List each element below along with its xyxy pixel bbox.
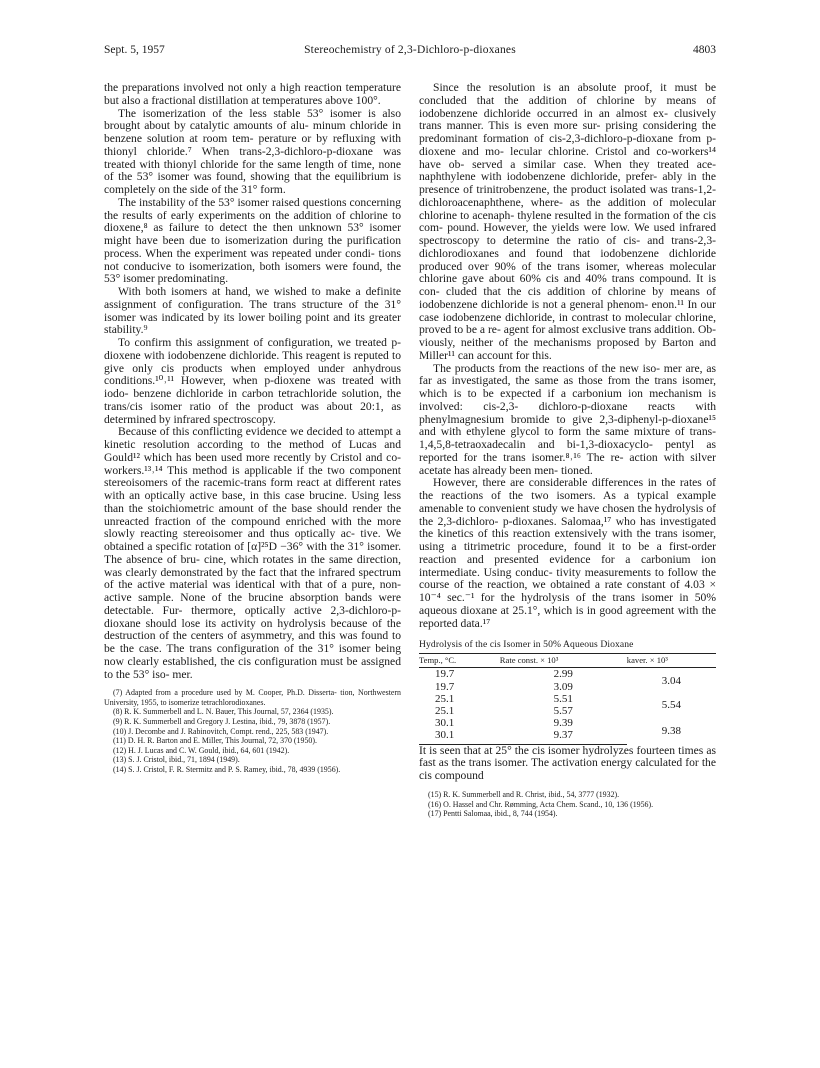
footnote: (15) R. K. Summerbell and R. Christ, ibid., 54, 3777 (1932).	[428, 789, 620, 799]
footnote: (16) O. Hassel and Chr. Rømming, Acta Chem. Scand., 10, 136 (1956).	[428, 799, 654, 809]
paragraph: The instability of the 53° isomer raised questions concerning the results of early experiments on the addition of chlorine to dioxene,⁸ as failure to detect the then unknown 53° isomer might have been due to isomerization during the purification process. When the experiment was repeated under condi- tions not conducive to isomerization, both isomers were found, the 53° isomer predominating.	[104, 195, 401, 286]
table-row	[419, 668, 716, 681]
rate-cell: 9.39	[553, 717, 573, 730]
paragraph: Since the resolution is an absolute proof, it must be concluded that the addition of chlorine by means of iodobenzene dichloride occurred in an almost ex- clusively trans manner. This is even more sur- prising considering the predominant formation of cis-2,3-dichloro-p-dioxane from p-dioxene and mo- lecular chlorine. Cristol and co-workers¹⁴ have ob- served a similar case. When they treated ace- naphthylene with iodobenzene dichloride, prefer- ably in the presence of trinitrobenzene, the product isolated was trans-1,2-dichloroacenaphthene, where- as the addition of molecular chlorine to acenaph- thylene resulted in the formation of the cis com- pound. However, the yields were low. We used infrared spectroscopy to determine the ratio of cis- and trans-2,3-dichlorodioxanes and found that iodobenzene dichloride produced over 90% of the trans isomer, whereas molecular chlorine gave about 60% cis and 40% trans compound. It is con- cluded that the cis addition of chlorine by means of iodobenzene dichloride is not a general phenom- enon.¹¹ In our case iodobenzene dichloride, in contrast to molecular chlorine, proved to be a re- agent for almost exclusive trans addition. Ob- viously, neither of the mechanisms proposed by Barton and Miller¹¹ can account for this.	[419, 81, 716, 362]
temp-cell: 19.7	[435, 668, 455, 681]
footnote: (11) D. H. R. Barton and E. Miller, This Journal, 72, 370 (1950).	[113, 736, 317, 746]
paragraph: It is seen that at 25° the cis isomer hydrolyzes fourteen times as fast as the trans isomer. The activation energy calculated for the cis compound	[419, 743, 716, 783]
footnote: (9) R. K. Summerbell and Gregory J. Lestina, ibid., 79, 3878 (1957).	[113, 717, 331, 727]
column-header-rate: Rate const. × 10³	[500, 654, 627, 668]
temp-cell: 25.1	[435, 705, 455, 718]
temp-cell: 30.1	[435, 717, 455, 730]
footnote: (14) S. J. Cristol, F. R. Stermitz and P. S. Ramey, ibid., 78, 4939 (1956).	[113, 765, 341, 774]
rate-cell: 3.09	[553, 680, 573, 693]
table-row	[419, 717, 716, 729]
footnote: (7) Adapted from a procedure used by M. Cooper, Ph.D. Disserta- tion, Northwestern University, 1955, to isomerize tetrachlorodioxanes.	[104, 688, 401, 707]
table-title: Hydrolysis of the cis Isomer in 50% Aqueous Dioxane	[419, 639, 634, 651]
footnote: (12) H. J. Lucas and C. W. Gould, ibid., 64, 601 (1942).	[113, 745, 290, 755]
hydrolysis-table	[419, 653, 716, 744]
running-head	[104, 44, 716, 60]
table-row	[419, 693, 716, 705]
footnote: (17) Pentti Salomaa, ibid., 8, 744 (1954).	[428, 809, 558, 819]
footnote: (8) R. K. Summerbell and L. N. Bauer, This Journal, 57, 2364 (1935).	[113, 707, 334, 717]
right-column	[419, 82, 716, 819]
paragraph: Because of this conflicting evidence we decided to attempt a kinetic resolution according to the method of Lucas and Gould¹² which has been used more recently by Cristol and co-workers.¹³˒¹⁴ This method is applicable if the two component stereoisomers of the racemic-trans form react at different rates with an optically active base, in this case brucine. Using less than the stoichiometric amount of the base should render the unreacted fraction of the compound enriched with the more slowly reacting stereoisomer and thus optically ac- tive. We obtained a specific rotation of [α]²⁵D −36° with the 31° isomer. The absence of bru- cine, which rotates in the same direction, was clearly demonstrated by the fact that the infrared spectrum of the active material was identical with that of a pure, non-active sample. None of the brucine absorption bands were detectable. Fur- thermore, optically active 2,3-dichloro-p-dioxane should lose its activity on hydrolysis because of the destruction of the centers of asymmetry, and this was found to be the case. The trans configuration of the 31° isomer being now clearly established, the cis configuration must be assigned to the 53° iso- mer.	[104, 425, 401, 681]
kaver-cell: 3.04	[661, 674, 682, 687]
paragraph: The isomerization of the less stable 53° isomer is also brought about by catalytic amounts of alu- minum chloride in benzene solution at room tem- perature or by refluxing with thionyl chloride.⁷ When trans-2,3-dichloro-p-dioxane was treated with thionyl chloride for the same length of time, none of the 53° isomer was found, showing that the equilibrium is completely on the side of the 31° form.	[104, 106, 401, 196]
table-header-row	[419, 654, 716, 668]
kaver-cell: 9.38	[661, 724, 682, 737]
left-column	[104, 82, 401, 775]
rate-cell: 9.37	[500, 729, 627, 744]
temp-cell: 19.7	[435, 680, 455, 693]
paragraph: To confirm this assignment of configuration, we treated p-dioxene with iodobenzene dichloride. This reagent is reputed to give only cis products when employed under anhydrous conditions.¹⁰˒¹¹ However, when p-dioxene was treated with iodo- benzene dichloride in carbon tetrachloride solution, the trans/cis isomer ratio of the product was about 20:1, as determined by infrared spectroscopy.	[104, 336, 401, 426]
issue-date: Sept. 5, 1957	[104, 44, 165, 56]
rate-cell: 2.99	[553, 668, 573, 681]
footnote: (13) S. J. Cristol, ibid., 71, 1894 (1949).	[113, 755, 240, 765]
temp-cell: 25.1	[435, 692, 455, 705]
paragraph: the preparations involved not only a high reaction temperature but also a fractional distillation at temperatures above 100°.	[104, 81, 401, 107]
paragraph: The products from the reactions of the new iso- mer are, as far as investigated, the same as those from the trans isomer, which is to be expected if a carbonium ion mechanism is involved: cis-2,3- dichloro-p-dioxane reacts with phenylmagnesium bromide to give 2,3-diphenyl-p-dioxane¹⁵ and with ethylene glycol to form the same mixture of trans-1,4,5,8-tetraoxadecalin and bi-1,3-dioxacyclo- pentyl as reported for the trans isomer.⁸˒¹⁶ The re- action with silver acetate has already been men- tioned.	[419, 361, 716, 477]
paragraph: However, there are considerable differences in the rates of the reactions of the two isomers. As a typical example amenable to convenient study we have chosen the hydrolysis of the 2,3-dichloro- p-dioxanes. Salomaa,¹⁷ who has investigated the kinetics of this reaction extensively with the trans isomer, using a titrimetric procedure, found it to be a first-order reaction and presented evidence for a carbonium ion intermediate. Using conduc- tivity measurements to follow the course of the reaction, we obtained a rate constant of 4.03 × 10⁻⁴ sec.⁻¹ for the hydrolysis of the trans isomer in 50% aqueous dioxane at 25.1°, which is in good agreement with the reported data.¹⁷	[419, 476, 716, 630]
paragraph: With both isomers at hand, we wished to make a definite assignment of configuration. The trans structure of the 31° isomer was indicated by its lower boiling point and its greater stability.⁹	[104, 285, 401, 337]
column-header-kaver: kaver. × 10³	[627, 654, 716, 668]
rate-cell: 5.51	[553, 692, 573, 705]
rate-cell: 5.57	[553, 705, 573, 718]
footnote: (10) J. Decombe and J. Rabinovitch, Compt. rend., 225, 583 (1947).	[113, 726, 329, 736]
footnotes-right	[419, 790, 716, 819]
running-title: Stereochemistry of 2,3-Dichloro-p-dioxanes	[304, 44, 516, 56]
temp-cell: 30.1	[419, 729, 500, 744]
page-number: 4803	[693, 44, 716, 56]
kaver-cell: 5.54	[661, 698, 682, 711]
footnotes-left	[104, 688, 401, 774]
column-header-temp: Temp., °C.	[419, 654, 500, 668]
